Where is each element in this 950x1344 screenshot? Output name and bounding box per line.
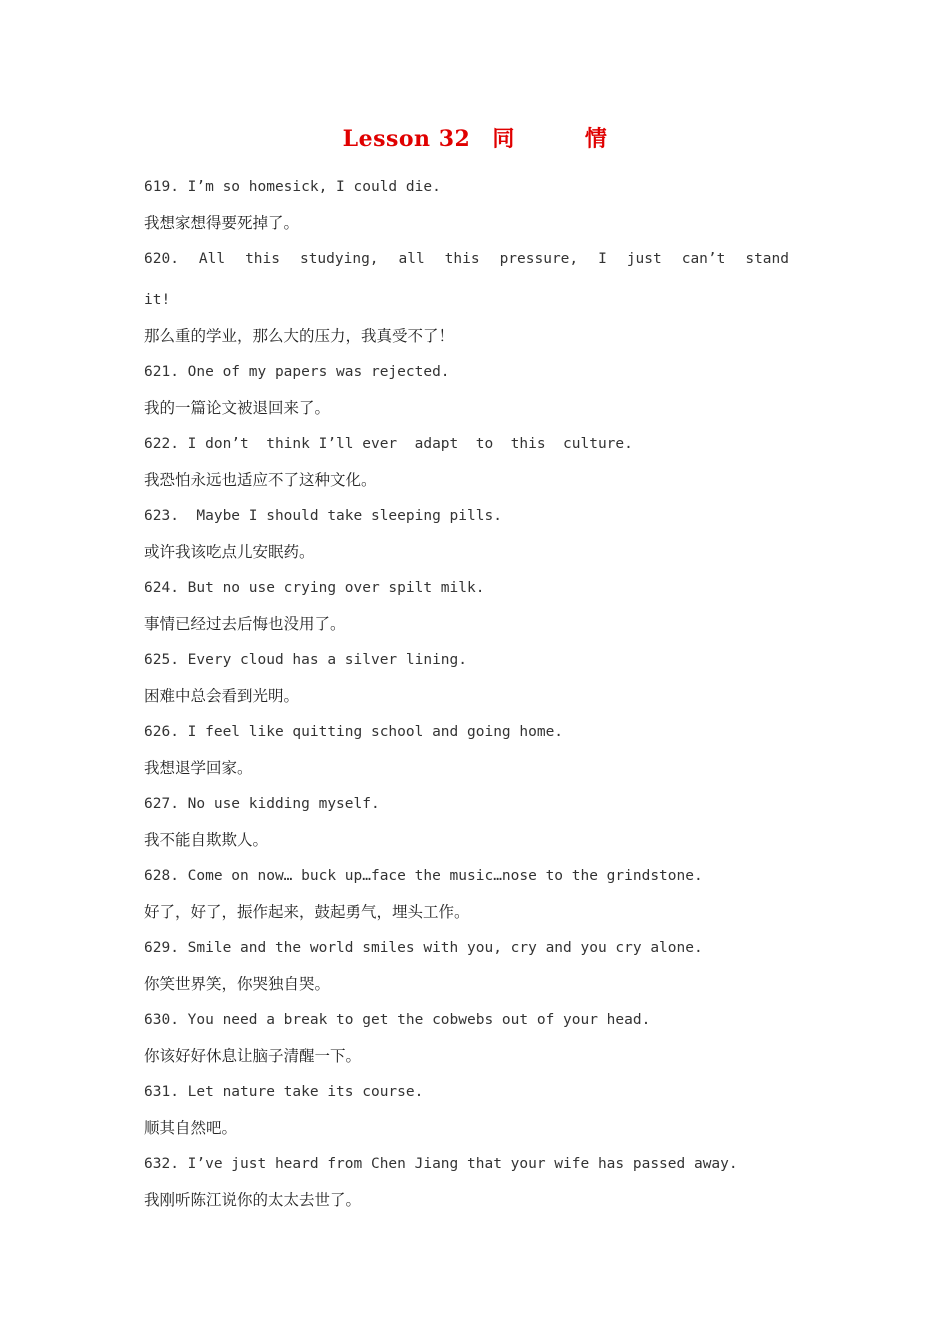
chinese-translation-625: 困难中总会看到光明。 xyxy=(144,687,300,705)
english-sentence-619: 619. I’m so homesick, I could die. xyxy=(144,179,441,195)
english-sentence-629: 629. Smile and the world smiles with you, cry and you cry alone. xyxy=(144,940,703,956)
english-sentence-623: 623. Maybe I should take sleeping pills. xyxy=(144,508,502,524)
chinese-translation-621: 我的一篇论文被退回来了。 xyxy=(144,399,331,417)
english-sentence-620: 620. All this studying, all this pressure, I just can’t stand xyxy=(144,251,789,267)
english-sentence-620-continued: it! xyxy=(144,292,171,308)
chinese-translation-622: 我恐怕永远也适应不了这种文化。 xyxy=(144,471,377,489)
english-sentence-624: 624. But no use crying over spilt milk. xyxy=(144,580,485,596)
lesson-number: Lesson 32 xyxy=(342,126,471,152)
chinese-translation-619: 我想家想得要死掉了。 xyxy=(144,214,300,232)
english-sentence-630: 630. You need a break to get the cobwebs out of your head. xyxy=(144,1012,651,1028)
chinese-translation-626: 我想退学回家。 xyxy=(144,759,253,777)
chinese-translation-632: 我刚听陈江说你的太太去世了。 xyxy=(144,1191,362,1209)
chinese-translation-620: 那么重的学业，那么大的压力，我真受不了！ xyxy=(144,327,455,345)
chinese-translation-628: 好了，好了，振作起来，鼓起勇气，埋头工作。 xyxy=(144,903,470,921)
english-sentence-628: 628. Come on now… buck up…face the music…nose to the grindstone. xyxy=(144,868,703,884)
chinese-translation-623: 或许我该吃点儿安眠药。 xyxy=(144,543,315,561)
chinese-translation-631: 顺其自然吧。 xyxy=(144,1119,238,1137)
title-word-1: 同 xyxy=(492,126,515,152)
sentence-list xyxy=(144,174,794,1223)
lesson-title xyxy=(0,122,950,153)
english-sentence-627: 627. No use kidding myself. xyxy=(144,796,380,812)
english-sentence-626: 626. I feel like quitting school and going home. xyxy=(144,724,564,740)
english-sentence-631: 631. Let nature take its course. xyxy=(144,1084,424,1100)
english-sentence-622: 622. I don’t think I’ll ever adapt to this culture. xyxy=(144,436,633,452)
chinese-translation-627: 我不能自欺欺人。 xyxy=(144,831,269,849)
chinese-translation-630: 你该好好休息让脑子清醒一下。 xyxy=(144,1047,362,1065)
chinese-translation-624: 事情已经过去后悔也没用了。 xyxy=(144,615,346,633)
english-sentence-621: 621. One of my papers was rejected. xyxy=(144,364,450,380)
english-sentence-632: 632. I’ve just heard from Chen Jiang that your wife has passed away. xyxy=(144,1156,738,1172)
title-word-2: 情 xyxy=(584,126,608,152)
english-sentence-625: 625. Every cloud has a silver lining. xyxy=(144,652,468,668)
chinese-translation-629: 你笑世界笑，你哭独自哭。 xyxy=(144,975,331,993)
